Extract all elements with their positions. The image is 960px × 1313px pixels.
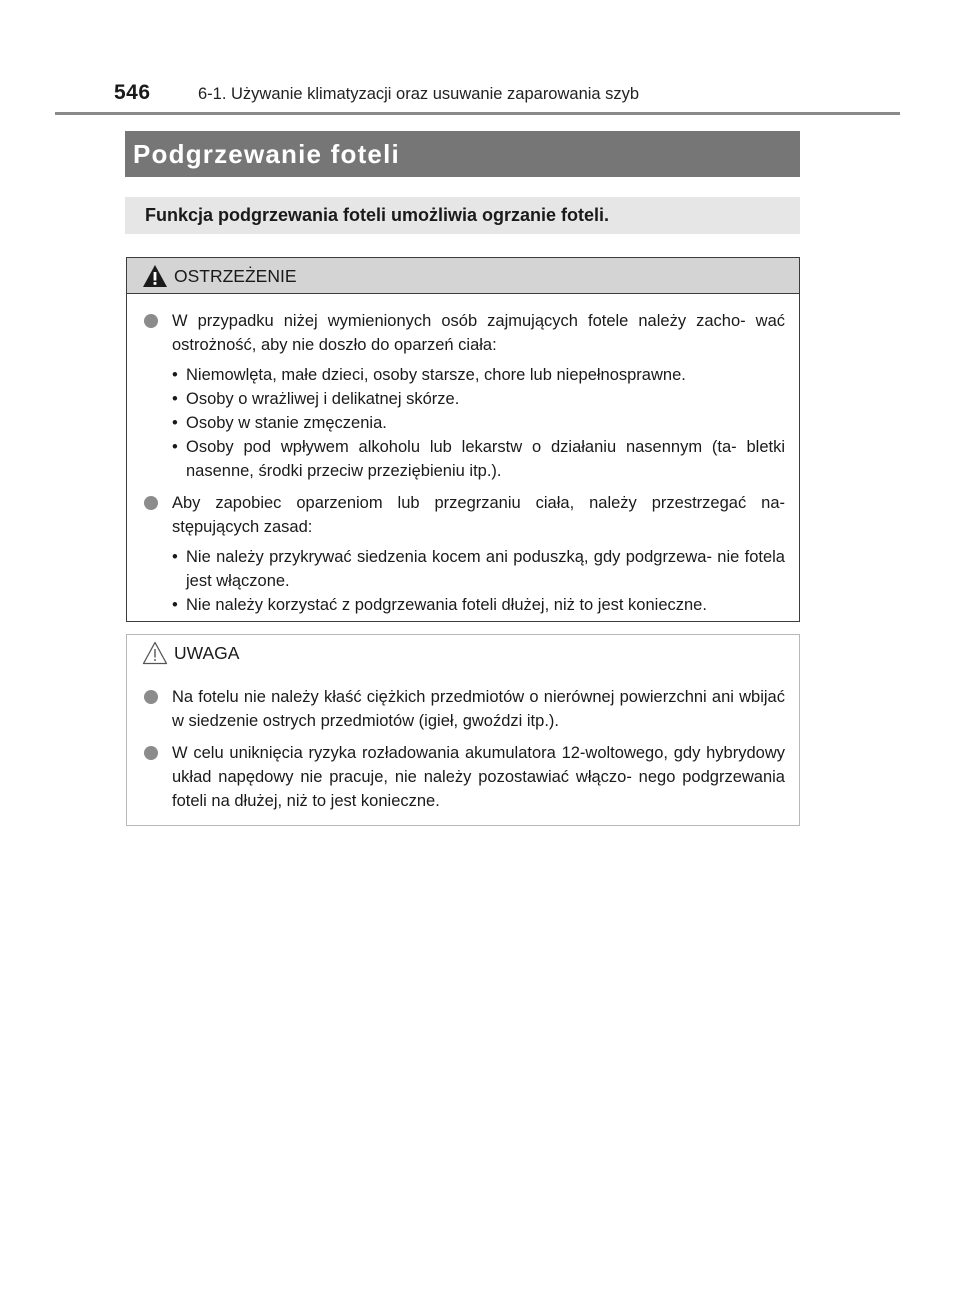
warning-item: [127, 309, 799, 483]
warning-header: [127, 258, 799, 294]
caution-item: [127, 741, 799, 813]
bullet-icon: [144, 690, 158, 704]
caution-header: [127, 635, 799, 671]
warning-label: OSTRZEŻENIE: [174, 266, 297, 286]
warning-item-text: W przypadku niżej wymienionych osób zajmujących fotele należy zacho- wać ostrożność, aby nie doszło do oparzeń ciała:: [172, 312, 785, 354]
sub-list: [172, 545, 785, 617]
section-subtitle-bar: [125, 197, 800, 234]
caution-triangle-icon: [142, 641, 168, 665]
caution-item: [127, 685, 799, 733]
caution-label: UWAGA: [174, 643, 240, 663]
caution-item-text: W celu uniknięcia ryzyka rozładowania akumulatora 12-woltowego, gdy hybrydowy układ napędowy nie pracuje, nie należy pozostawiać włączo- nego podgrzewania foteli na dłużej, niż to jest konieczne.: [172, 744, 785, 810]
warning-triangle-icon: [142, 264, 168, 288]
warning-item-text: Aby zapobiec oparzeniom lub przegrzaniu ciała, należy przestrzegać na- stępujących zasad:: [172, 494, 785, 536]
sub-list-item: • Nie należy przykrywać siedzenia kocem ani poduszką, gdy podgrzewa- nie fotela jest włączone.: [172, 545, 785, 593]
section-subtitle: Funkcja podgrzewania foteli umożliwia ogrzanie foteli.: [145, 205, 610, 225]
header-divider: [55, 112, 900, 115]
bullet-icon: [144, 496, 158, 510]
caution-box: [126, 634, 800, 826]
bullet-icon: [144, 314, 158, 328]
chapter-title: 6-1. Używanie klimatyzacji oraz usuwanie zaparowania szyb: [198, 85, 640, 103]
warning-box: [126, 257, 800, 622]
section-title: Podgrzewanie foteli: [133, 139, 400, 169]
sub-list-item: • Niemowlęta, małe dzieci, osoby starsze, chore lub niepełnosprawne.: [172, 363, 785, 387]
sub-list: [172, 363, 785, 483]
sub-list-item: • Nie należy korzystać z podgrzewania foteli dłużej, niż to jest konieczne.: [172, 593, 785, 617]
sub-list-item: • Osoby o wrażliwej i delikatnej skórze.: [172, 387, 785, 411]
bullet-icon: [144, 746, 158, 760]
caution-item-text: Na fotelu nie należy kłaść ciężkich przedmiotów o nierównej powierzchni ani wbijać w siedzenie ostrych przedmiotów (igieł, gwoździ itp.).: [172, 688, 785, 730]
sub-list-item: • Osoby w stanie zmęczenia.: [172, 411, 785, 435]
page-header: [0, 74, 960, 110]
section-title-bar: [125, 131, 800, 177]
page-number: 546: [114, 81, 151, 104]
sub-list-item: • Osoby pod wpływem alkoholu lub lekarstw o działaniu nasennym (ta- bletki nasenne, środki przeciw przeziębieniu itp.).: [172, 435, 785, 483]
warning-item: [127, 491, 799, 617]
